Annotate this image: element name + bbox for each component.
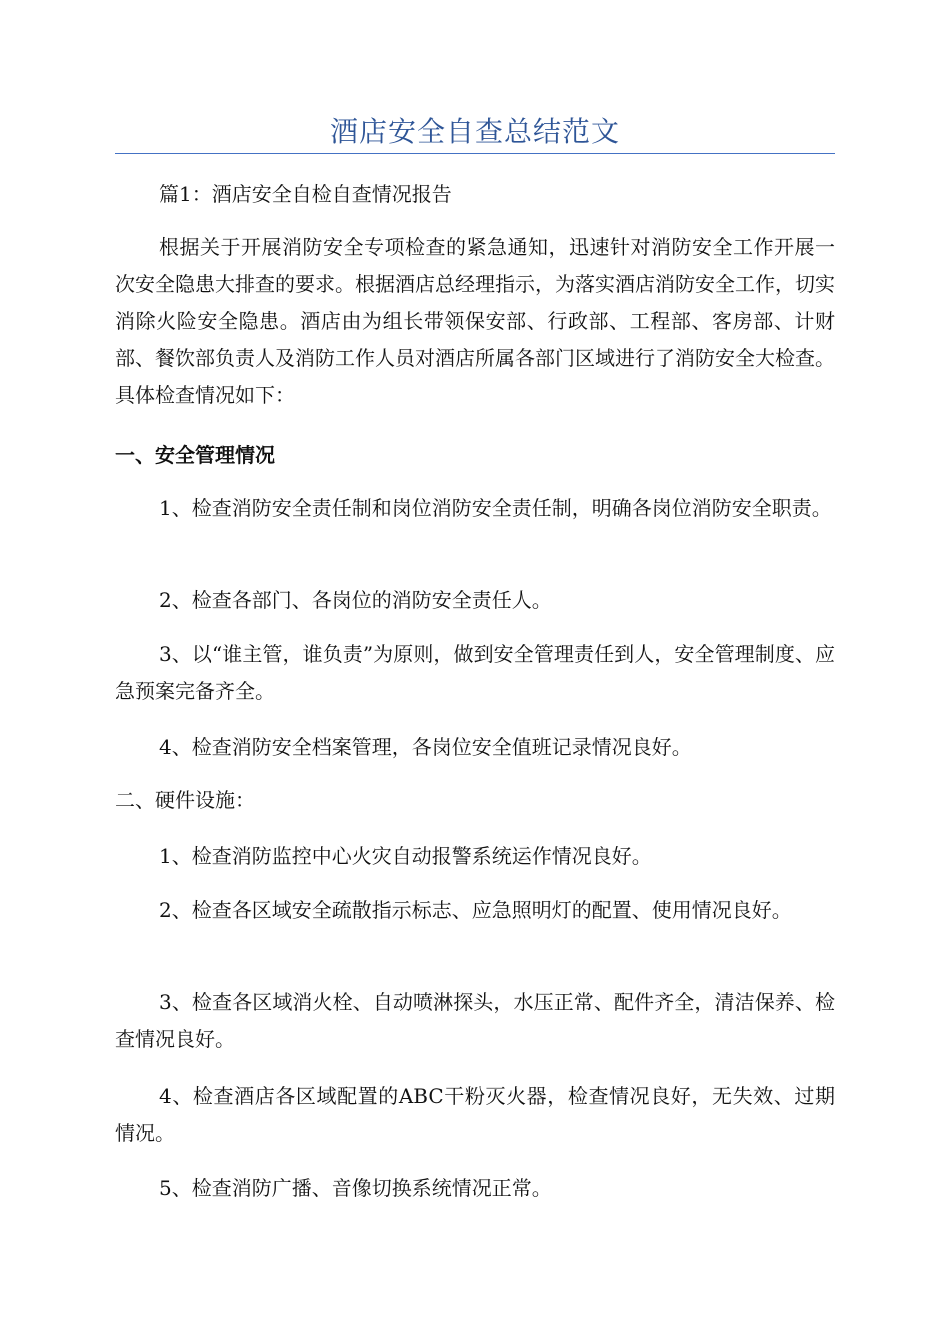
section2-heading: 二、硬件设施： (115, 788, 255, 812)
document-title: 酒店安全自查总结范文 (329, 115, 620, 148)
section1-item-2: 2、检查各部门、各岗位的消防安全责任人。 (159, 588, 552, 612)
section1-item-4: 4、检查消防安全档案管理，各岗位安全值班记录情况良好。 (159, 735, 692, 759)
section2-item-3: 3、检查各区域消火栓、自动喷淋探头，水压正常、配件齐全，清洁保养、检查情况良好。 (115, 990, 835, 1051)
section2-item-4: 4、检查酒店各区域配置的ABC干粉灭火器，检查情况良好，无失效、过期情况。 (115, 1084, 835, 1145)
section1-item-1: 1、检查消防安全责任制和岗位消防安全责任制，明确各岗位消防安全职责。 (159, 496, 832, 520)
section2-item-2: 2、检查各区域安全疏散指示标志、应急照明灯的配置、使用情况良好。 (159, 898, 792, 922)
section1-item-3: 3、以“谁主管，谁负责”为原则，做到安全管理责任到人，安全管理制度、应急预案完备齐全。 (115, 642, 835, 703)
section2-item-1: 1、检查消防监控中心火灾自动报警系统运作情况良好。 (159, 844, 652, 868)
intro-paragraph: 根据关于开展消防安全专项检查的紧急通知，迅速针对消防安全工作开展一次安全隐患大排查的要求。根据酒店总经理指示，为落实酒店消防安全工作，切实消除火险安全隐患。酒店由为组长带领保安部、行政部、工程部、客房部、计财部、餐饮部负责人及消防工作人员对酒店所属各部门区域进行了消防安全大检查。具体检查情况如下： (115, 235, 835, 407)
document-subtitle: 篇1：酒店安全自检自查情况报告 (159, 182, 452, 206)
section1-heading: 一、安全管理情况 (115, 443, 275, 467)
title-underline (115, 153, 835, 154)
section2-item-5: 5、检查消防广播、音像切换系统情况正常。 (159, 1176, 552, 1200)
